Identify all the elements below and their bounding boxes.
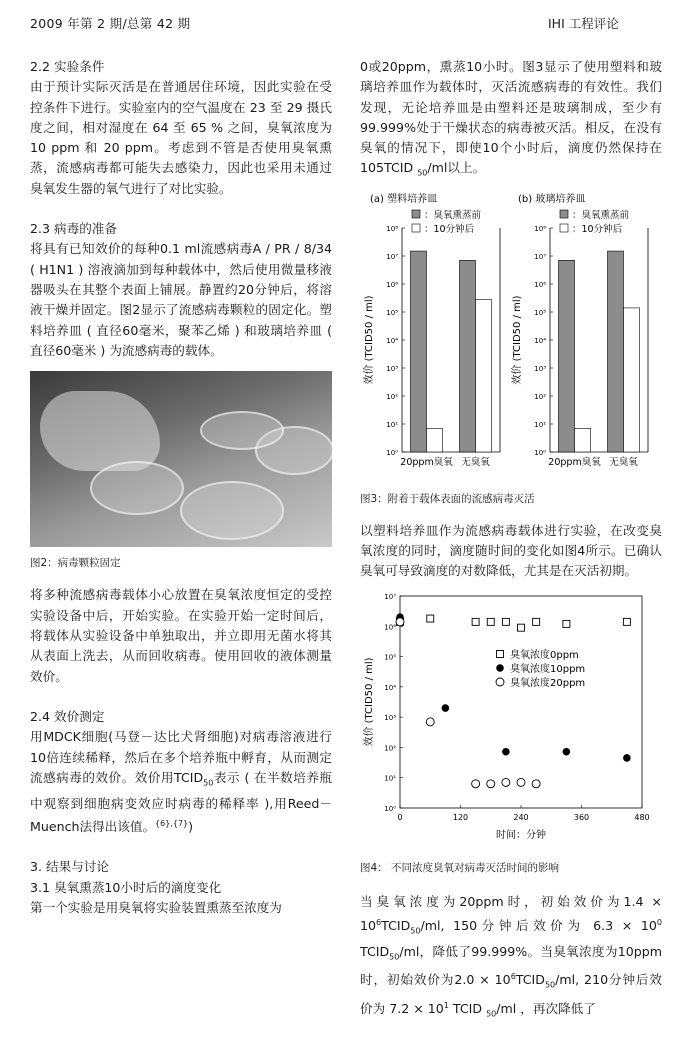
p3-d-sub: 50 <box>389 952 400 962</box>
data-point <box>487 618 494 625</box>
y-tick-label: 10⁷ <box>386 253 398 262</box>
x-tick-label: 20ppm臭氧 <box>400 457 453 469</box>
p3-g-sup: 1 <box>443 1001 449 1011</box>
section-2-2-title: 2.2 实验条件 <box>30 59 105 74</box>
y-tick-label: 10² <box>384 744 396 753</box>
s24-text-b: 表示 ( 在半数培养瓶中观察到细胞病变效应时病毒的稀释率 ),用Reed－Muench法得出该值。 <box>30 769 332 835</box>
y-axis-label: 效价 (TCID50 / ml) <box>512 295 523 385</box>
bar <box>575 429 591 453</box>
section-2-4-text <box>30 727 332 837</box>
y-tick-label: 10⁵ <box>386 309 398 318</box>
data-point <box>472 618 479 625</box>
y-tick-label: 10⁸ <box>534 225 546 234</box>
data-point <box>517 778 525 786</box>
x-tick-label: 无臭氧 <box>609 457 638 469</box>
left-column <box>30 57 332 918</box>
bar <box>427 429 443 453</box>
p3-h: TCID <box>448 1001 487 1017</box>
p3-c: /ml, 150分钟后效价为 6.3 × 10 <box>420 917 657 933</box>
figure-4-caption: 图4： 不同浓度臭氧对病毒灭活时间的影响 <box>360 862 560 875</box>
legend-swatch-before <box>560 210 568 218</box>
legend-swatch-after <box>560 224 568 232</box>
x-tick-label: 120 <box>452 812 469 822</box>
legend-swatch-after <box>412 224 420 232</box>
legend-swatch-before <box>412 210 420 218</box>
y-tick-label: 10³ <box>384 713 396 722</box>
legend-marker <box>497 650 504 657</box>
panel-title: (a) 塑料培养皿 <box>370 194 438 206</box>
x-axis-label: 时间：分钟 <box>496 829 546 841</box>
panel-title: (b) 玻璃培养皿 <box>518 194 586 206</box>
legend-label-before: ：臭氧熏蒸前 <box>572 210 630 222</box>
data-point <box>563 620 570 627</box>
section-2-3-text: 将具有已知效价的每种0.1 ml流感病毒A / PR / 8/34 ( H1N1 ) 溶液滴加到每种载体中，然后使用微量移液器吸头在其整个表面上铺展。静置约20分钟后，将溶液干燥并固定。图2显示了流感病毒颗粒的固定化。塑料培养皿 ( 直径60毫米，聚苯乙烯 ) 和玻璃培养皿 ( 直径60毫米 ) 为流感病毒的载体。 <box>30 241 332 358</box>
y-tick-label: 10⁷ <box>384 592 396 601</box>
p3-g: /ml, 210分钟后效价为 7.2 × 10 <box>360 972 662 1017</box>
paragraph-after-fig2: 将多种流感病毒载体小心放置在臭氧浓度恒定的受控实验设备中后，开始实验。在实验开始一定时间后，将载体从实验设备中单独取出，并立即用无菌水将其从表面上洗去，从而回收病毒。使用回收的液体测量效价。 <box>30 587 332 684</box>
gloved-hand-shape <box>40 391 160 471</box>
data-point <box>472 780 480 788</box>
section-2-3-title: 2.3 病毒的准备 <box>30 221 118 237</box>
data-point <box>502 778 510 786</box>
y-tick-label: 10³ <box>386 365 398 374</box>
legend-marker <box>496 678 504 686</box>
p3-a: 当臭氧浓度为20ppm时，初始效价为1.4 × 10 <box>360 894 662 933</box>
legend-label: 臭氧浓度20ppm <box>510 677 586 689</box>
p3-i: /ml ，再次降低了 <box>496 1001 596 1017</box>
s24-text-a: 用MDCK细胞(马登－达比犬肾细胞)对病毒溶液进行10倍连续稀释，然后在多个培养瓶中孵育，从而测定流感病毒的效价。效价用TCID <box>30 729 332 785</box>
y-tick-label: 10⁷ <box>534 253 546 262</box>
y-tick-label: 10² <box>534 393 546 402</box>
figure-3-chart <box>360 190 662 480</box>
p3-h-sub: 50 <box>486 1010 497 1020</box>
legend-marker <box>496 664 504 672</box>
p3-c-sup: 0 <box>656 917 662 927</box>
x-tick-label: 480 <box>634 812 650 822</box>
petri-dish <box>200 411 284 450</box>
p1-subscript: 50 <box>417 169 428 178</box>
y-tick-label: 10¹ <box>534 421 546 430</box>
y-axis-label: 效价 (TCID50 / ml) <box>364 657 375 747</box>
y-tick-label: 10⁰ <box>534 449 546 458</box>
data-point <box>426 718 434 726</box>
s24-subscript: 50 <box>203 778 214 788</box>
legend-label: 臭氧浓度0ppm <box>510 649 579 661</box>
y-tick-label: 10⁴ <box>386 337 398 346</box>
data-point <box>487 780 495 788</box>
right-column <box>360 57 662 1025</box>
x-tick-label: 20ppm臭氧 <box>548 457 601 469</box>
data-point <box>427 615 434 622</box>
figure-3-caption: 图3：附着于载体表面的流感病毒灭活 <box>360 492 535 505</box>
y-tick-label: 10⁵ <box>534 309 546 318</box>
y-tick-label: 10⁶ <box>384 623 396 632</box>
y-tick-label: 10³ <box>534 365 546 374</box>
section-3-title: 3. 结果与讨论 <box>30 859 109 875</box>
paragraph-results <box>360 892 662 1025</box>
data-point <box>563 748 571 756</box>
p1-tail: /ml以上。 <box>427 160 486 176</box>
y-tick-label: 10⁸ <box>386 225 398 234</box>
data-point <box>442 704 450 712</box>
y-tick-label: 10⁶ <box>386 281 398 290</box>
paragraph-fig4-intro: 以塑料培养皿作为流感病毒载体进行实验，在改变臭氧浓度的同时，滴度随时间的变化如图4所示。已确认臭氧可导致滴度的对数降低，尤其是在灭活初期。 <box>360 522 662 579</box>
x-tick-label: 0 <box>397 812 403 822</box>
y-tick-label: 10⁰ <box>384 804 396 813</box>
y-tick-label: 10⁴ <box>384 683 396 692</box>
data-point <box>396 618 404 626</box>
p3-f-sub: 50 <box>544 981 556 991</box>
data-point <box>623 618 630 625</box>
petri-dish <box>180 481 284 540</box>
data-point <box>518 624 525 631</box>
p1-text: 0或20ppm，熏蒸10小时。图3显示了使用塑料和玻璃培养皿作为载体时，灭活流感病毒的有效性。我们发现，无论培养皿是由塑料还是玻璃制成，至少有99.999%处于干燥状态的病毒被灭活。相反，在没有臭氧的情况下，即使10个小时后，滴度仍然保持在105TCID <box>360 59 662 176</box>
figure-2-photo <box>30 371 332 547</box>
y-tick-label: 10¹ <box>386 421 398 430</box>
section-2-4-title: 2.4 效价测定 <box>30 708 105 724</box>
data-point <box>623 754 631 762</box>
data-point <box>502 618 509 625</box>
reference-marker: {6},{7} <box>155 818 189 828</box>
p3-f: TCID <box>515 972 545 988</box>
s24-tail: ) <box>188 819 194 835</box>
y-tick-label: 10⁶ <box>534 281 546 290</box>
x-tick-label: 无臭氧 <box>461 457 490 469</box>
y-axis-label: 效价 (TCID50 / ml) <box>364 295 375 385</box>
running-header-issue: 2009 年第 2 期/总第 42 期 <box>30 16 191 31</box>
y-tick-label: 10² <box>386 393 398 402</box>
figure-4-chart <box>360 588 662 850</box>
petri-dish <box>90 461 184 515</box>
running-header-journal: IHI 工程评论 <box>548 16 619 31</box>
p3-e: /ml，降低了99.999%。当臭氧浓度为10ppm时，初始效价为2.0 × 10 <box>360 943 662 988</box>
data-point <box>533 618 540 625</box>
legend-label-after: ：10分钟后 <box>572 224 623 236</box>
section-2-2-text: 由于预计实际灭活是在普通居住环境，因此实验在受控条件下进行。实验室内的空气温度在 23 至 29 摄氏度之间，相对湿度在 64 至 65 % 之间，臭氧浓度为 10 ppm 和 20 ppm。考虑到不管是否使用臭氧熏蒸，流感病毒都可能失去感染力，因此也采用未通过臭氧发生器的氧气进行了对比实验。 <box>30 79 332 196</box>
y-tick-label: 10¹ <box>384 774 396 783</box>
x-tick-label: 240 <box>513 812 529 822</box>
section-3-1-title: 3.1 臭氧熏蒸10小时后的滴度变化 <box>30 879 222 895</box>
legend-label-after: ：10分钟后 <box>424 224 475 236</box>
bar <box>559 261 575 453</box>
p3-d: TCID <box>360 943 390 959</box>
section-3-1-text: 第一个实验是用臭氧将实验装置熏蒸至浓度为 <box>30 900 282 916</box>
bar <box>460 261 476 453</box>
bar <box>624 308 640 452</box>
p3-b: TCID <box>381 917 411 933</box>
paragraph-fig3-intro <box>360 57 662 184</box>
legend-label-before: ：臭氧熏蒸前 <box>424 210 482 222</box>
bar <box>476 300 492 453</box>
y-tick-label: 10⁴ <box>534 337 546 346</box>
p3-b-sub: 50 <box>410 926 421 936</box>
y-tick-label: 10⁰ <box>386 449 398 458</box>
bar <box>608 251 624 452</box>
figure-3 <box>360 190 662 486</box>
bar <box>411 251 427 452</box>
p3-a-sup: 6 <box>376 917 382 927</box>
x-tick-label: 360 <box>573 812 590 822</box>
p3-e-sup: 6 <box>510 972 516 982</box>
figure-2-caption: 图2：病毒颗粒固定 <box>30 557 121 570</box>
figure-4 <box>360 588 662 856</box>
y-tick-label: 10⁵ <box>384 653 396 662</box>
data-point <box>532 780 540 788</box>
legend-label: 臭氧浓度10ppm <box>510 663 586 675</box>
data-point <box>502 748 510 756</box>
